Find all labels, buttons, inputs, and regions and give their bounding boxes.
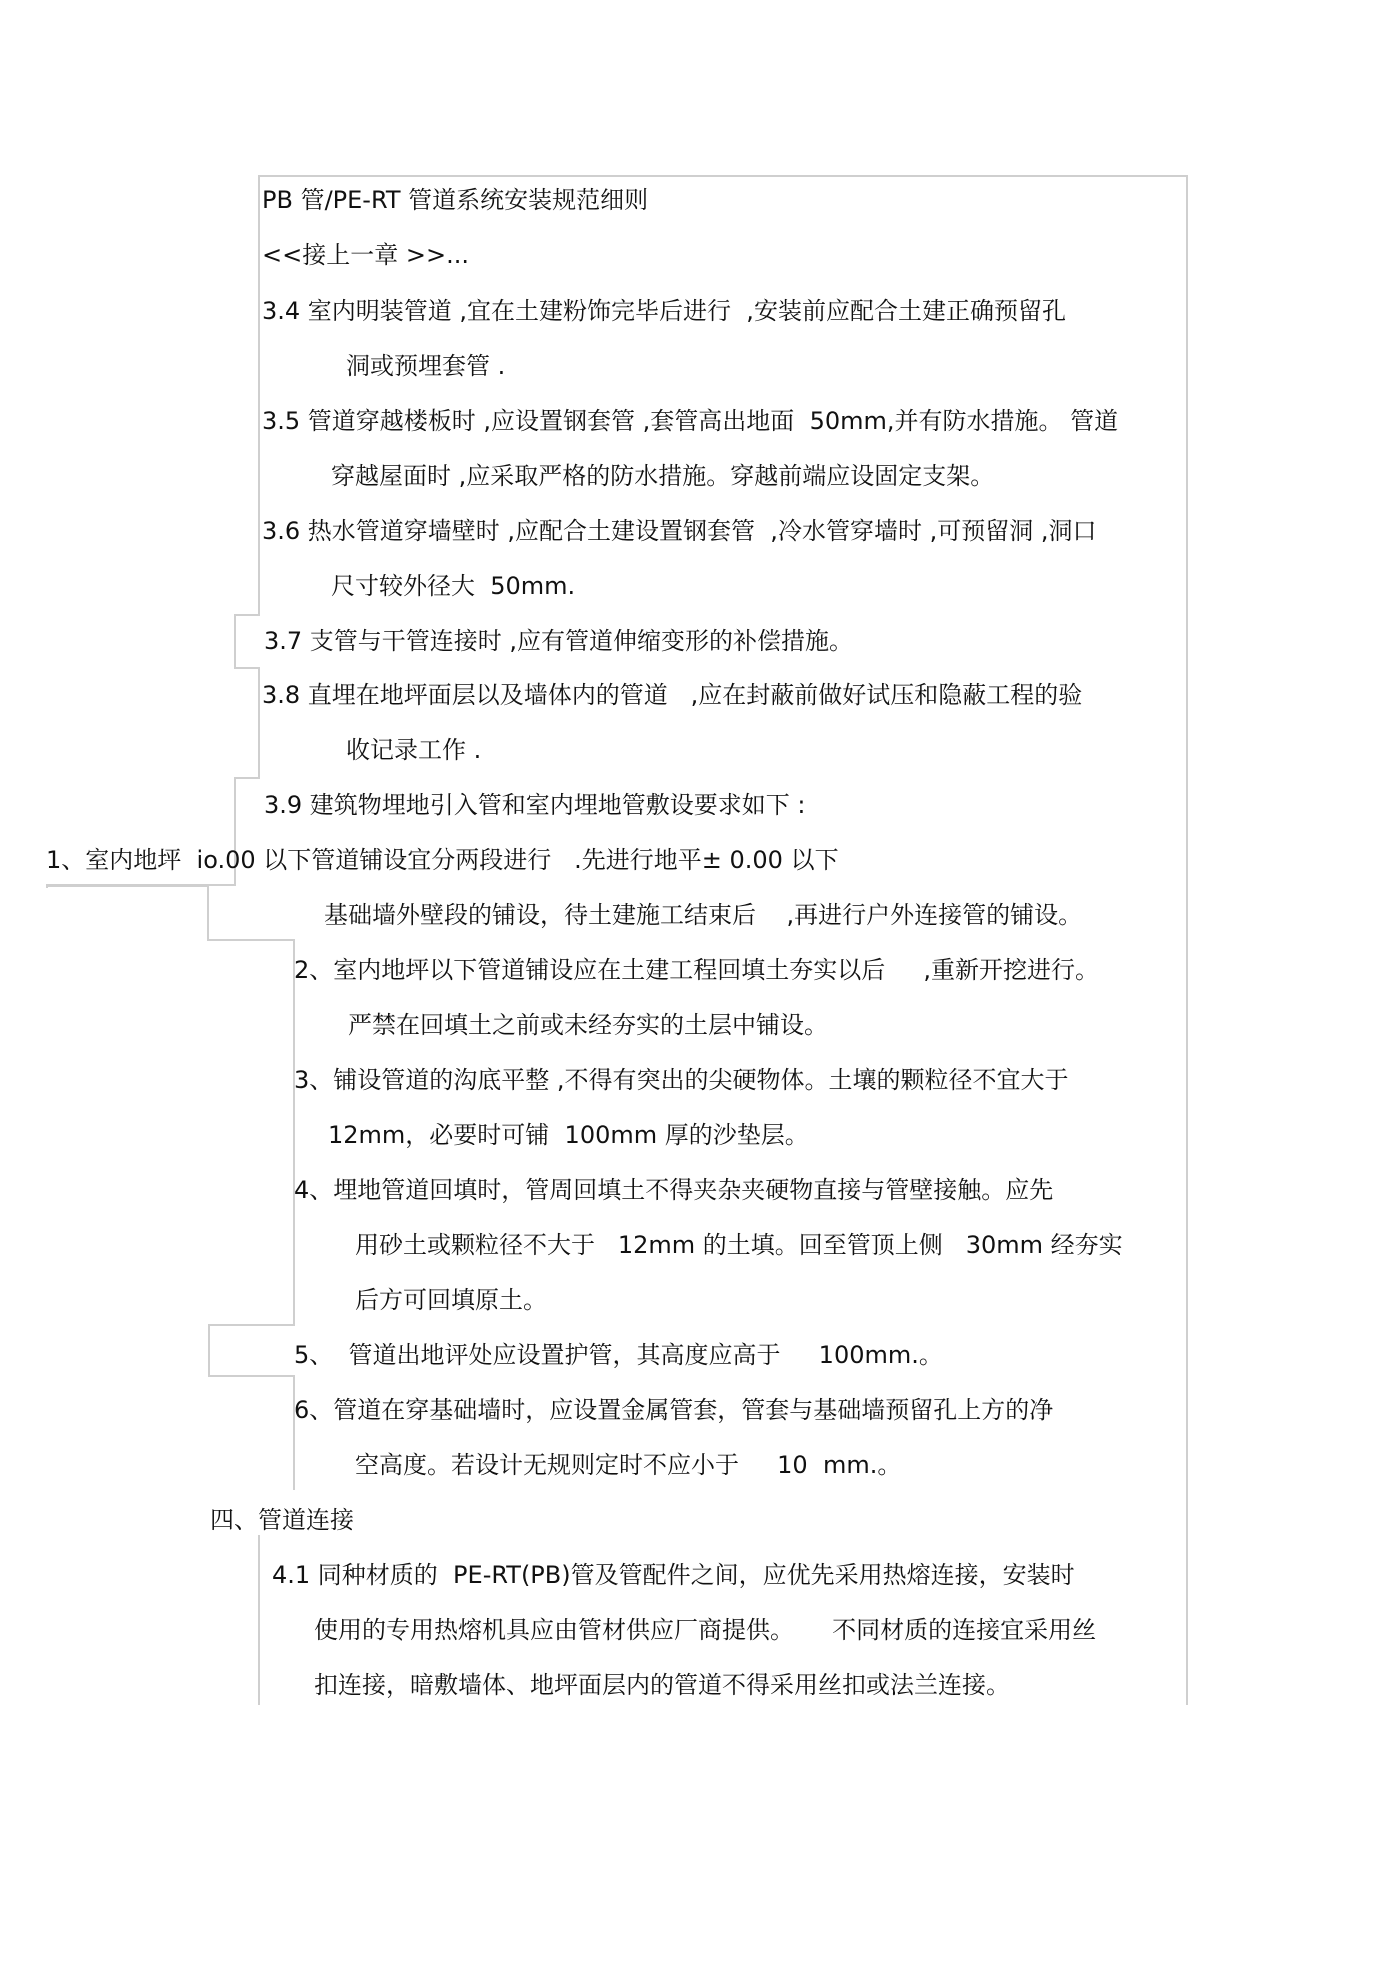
item-5: 5、 管道出地评处应设置护管，其高度应高于 100mm.。 bbox=[294, 1341, 943, 1369]
section-3-8-line-1: 3.8 直埋在地坪面层以及墙体内的管道 ,应在封蔽前做好试压和隐蔽工程的验 bbox=[262, 681, 1083, 709]
item-4-line-2: 用砂土或颗粒径不大于 12mm 的土填。回至管顶上侧 30mm 经夯实 bbox=[355, 1231, 1123, 1259]
continued-marker: <<接上一章 >>... bbox=[262, 241, 469, 269]
frame-step-3 bbox=[234, 777, 260, 779]
frame-step-1 bbox=[234, 614, 260, 616]
item-2-line-2: 严禁在回填土之前或未经夯实的土层中铺设。 bbox=[348, 1011, 828, 1039]
section-3-5-line-1: 3.5 管道穿越楼板时 ,应设置钢套管 ,套管高出地面 50mm,并有防水措施。 管道 bbox=[262, 407, 1119, 435]
section-3-9: 3.9 建筑物埋地引入管和室内埋地管敷设要求如下 : bbox=[264, 791, 806, 819]
frame-left-line-6 bbox=[207, 885, 209, 940]
section-3-8-line-2: 收记录工作 . bbox=[346, 736, 482, 764]
item-1-line-2: 基础墙外壁段的铺设，待土建施工结束后 ,再进行户外连接管的铺设。 bbox=[324, 901, 1083, 929]
frame-step-7 bbox=[208, 1324, 295, 1326]
frame-step-8 bbox=[208, 1375, 295, 1377]
item-6-line-1: 6、管道在穿基础墙时，应设置金属管套，管套与基础墙预留孔上方的净 bbox=[294, 1396, 1054, 1424]
item-6-line-2: 空高度。若设计无规则定时不应小于 10 mm.。 bbox=[355, 1451, 902, 1479]
document-title: PB 管/PE-RT 管道系统安装规范细则 bbox=[262, 186, 649, 214]
frame-step-5 bbox=[46, 885, 208, 887]
section-3-7: 3.7 支管与干管连接时 ,应有管道伸缩变形的补偿措施。 bbox=[264, 627, 854, 655]
item-4-line-3: 后方可回填原土。 bbox=[355, 1286, 547, 1314]
frame-left-line-10 bbox=[258, 1535, 260, 1705]
section-4-1-line-1: 4.1 同种材质的 PE-RT(PB)管及管配件之间，应优先采用热熔连接，安装时 bbox=[272, 1561, 1075, 1589]
item-3-line-2: 12mm，必要时可铺 100mm 厚的沙垫层。 bbox=[328, 1121, 809, 1149]
section-3-6-line-2: 尺寸较外径大 50mm. bbox=[331, 572, 576, 600]
frame-step-2 bbox=[234, 667, 260, 669]
section-3-4-line-1: 3.4 室内明装管道 ,宜在土建粉饰完毕后进行 ,安装前应配合土建正确预留孔 bbox=[262, 297, 1066, 325]
section-3-5-line-2: 穿越屋面时 ,应采取严格的防水措施。穿越前端应设固定支架。 bbox=[331, 462, 995, 490]
frame-left-line-3 bbox=[258, 667, 260, 778]
item-4-line-1: 4、埋地管道回填时，管周回填土不得夹杂夹硬物直接与管壁接触。应先 bbox=[294, 1176, 1054, 1204]
frame-left-line-9 bbox=[293, 1375, 295, 1490]
heading-section-4: 四、管道连接 bbox=[210, 1506, 354, 1534]
frame-top-line bbox=[258, 175, 1188, 177]
section-3-4-line-2: 洞或预埋套管 . bbox=[346, 352, 506, 380]
section-4-1-line-3: 扣连接，暗敷墙体、地坪面层内的管道不得采用丝扣或法兰连接。 bbox=[314, 1671, 1010, 1699]
frame-left-line-8 bbox=[208, 1324, 210, 1376]
item-1-line-1: 1、室内地坪 io.00 以下管道铺设宜分两段进行 .先进行地平± 0.00 以下 bbox=[46, 846, 839, 874]
section-3-6-line-1: 3.6 热水管道穿墙壁时 ,应配合土建设置钢套管 ,冷水管穿墙时 ,可预留洞 ,洞口 bbox=[262, 517, 1097, 545]
section-4-1-line-2: 使用的专用热熔机具应由管材供应厂商提供。 不同材质的连接宜采用丝 bbox=[314, 1616, 1097, 1644]
item-3-line-1: 3、铺设管道的沟底平整 ,不得有突出的尖硬物体。土壤的颗粒径不宜大于 bbox=[294, 1066, 1069, 1094]
frame-step-6 bbox=[207, 939, 295, 941]
frame-left-line-1 bbox=[258, 175, 260, 615]
frame-left-line-2 bbox=[234, 614, 236, 668]
item-2-line-1: 2、室内地坪以下管道铺设应在土建工程回填土夯实以后 ,重新开挖进行。 bbox=[294, 956, 1100, 984]
frame-right-line bbox=[1186, 175, 1188, 1705]
frame-left-line-7 bbox=[293, 939, 295, 1325]
